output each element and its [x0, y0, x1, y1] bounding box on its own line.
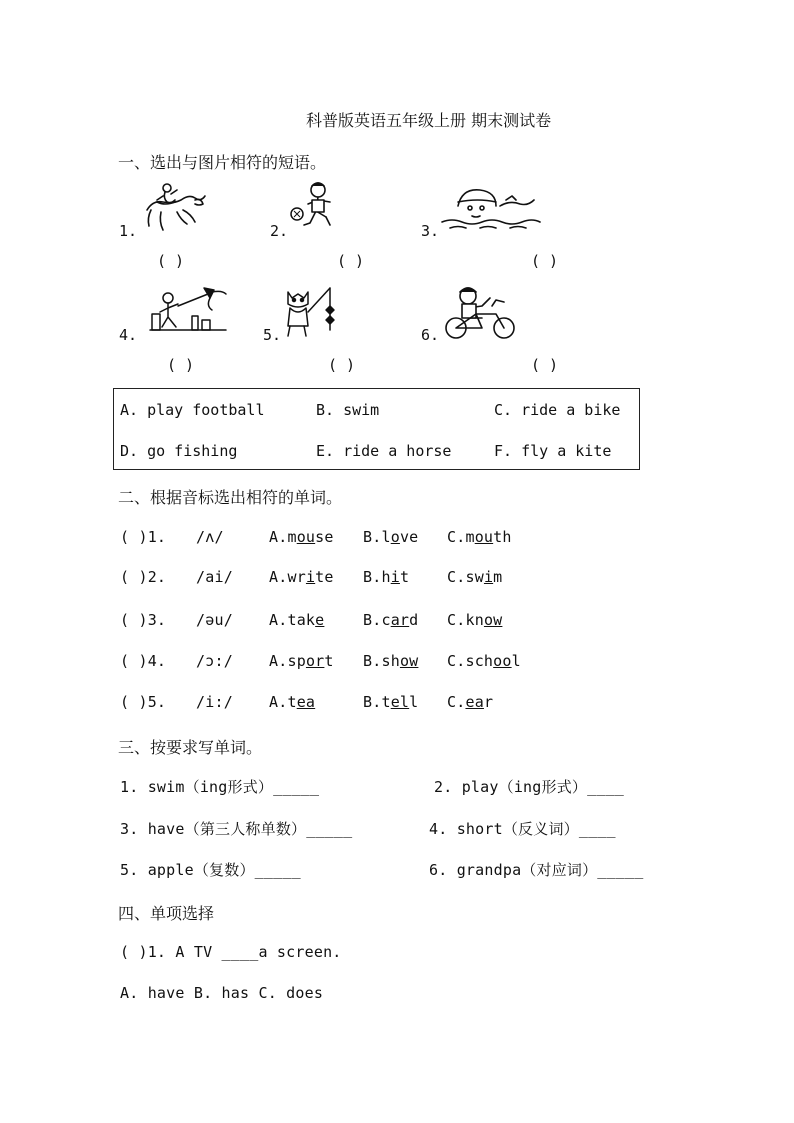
- underlined-letters: i: [483, 568, 494, 586]
- word-part: A.sp: [269, 652, 306, 670]
- phonetic-symbol: /ai/: [196, 568, 233, 586]
- write-item-1: 1. swim（ing形式）_____: [120, 778, 320, 796]
- underlined-letters: ou: [296, 528, 316, 546]
- word-part: th: [493, 528, 512, 546]
- underlined-letters: el: [390, 693, 410, 711]
- answer-blank[interactable]: ( ): [157, 252, 185, 270]
- kite-flyer-icon: [148, 284, 228, 340]
- underlined-letters: ea: [465, 693, 484, 711]
- word-part: l: [511, 652, 521, 670]
- item-number: 5.: [263, 326, 282, 344]
- underlined-letters: i: [305, 568, 316, 586]
- answer-blank[interactable]: ( ): [328, 356, 356, 374]
- word-part: B.t: [363, 693, 391, 711]
- word-part: B.h: [363, 568, 391, 586]
- underlined-letters: ow: [483, 611, 503, 629]
- word-part: t: [399, 568, 410, 586]
- word-part: B.sh: [363, 652, 400, 670]
- word-part: C.sw: [447, 568, 484, 586]
- underlined-letters: e: [315, 611, 325, 629]
- answer-blank[interactable]: ( ): [531, 252, 559, 270]
- item-number: 3.: [421, 222, 440, 240]
- phonetic-symbol: /ʌ/: [196, 528, 224, 546]
- word-option-c: [447, 528, 512, 546]
- word-part: A.wr: [269, 568, 306, 586]
- word-option-b: [363, 693, 418, 711]
- section1-heading: 一、选出与图片相符的短语。: [118, 153, 327, 172]
- underlined-letters: ea: [296, 693, 316, 711]
- word-option-c: [447, 611, 502, 629]
- word-part: C.: [447, 693, 466, 711]
- word-part: C.sch: [447, 652, 494, 670]
- cyclist-icon: [440, 284, 522, 340]
- underlined-letters: ar: [390, 611, 410, 629]
- underlined-letters: o: [390, 528, 400, 546]
- word-part: ve: [399, 528, 419, 546]
- section3-heading: 三、按要求写单词。: [118, 738, 263, 757]
- fishing-cat-icon: [282, 286, 340, 342]
- option-b: B. swim: [316, 401, 380, 419]
- write-item-6: 6. grandpa（对应词）_____: [429, 861, 644, 879]
- word-part: A.tak: [269, 611, 316, 629]
- phonetic-symbol: /ɔ:/: [196, 652, 233, 670]
- underlined-letters: ou: [474, 528, 494, 546]
- word-option-b: [363, 611, 418, 629]
- option-c: C. ride a bike: [494, 401, 621, 419]
- item-number: 1.: [119, 222, 138, 240]
- answer-blank[interactable]: ( ): [337, 252, 365, 270]
- word-part: l: [409, 693, 419, 711]
- write-item-3: 3. have（第三人称单数）_____: [120, 820, 353, 838]
- choice-question-1: ( )1. A TV ____a screen.: [120, 943, 342, 961]
- write-item-2: 2. play（ing形式）____: [434, 778, 625, 796]
- word-part: C.kn: [447, 611, 484, 629]
- word-part: C.m: [447, 528, 475, 546]
- word-option-c: [447, 568, 502, 586]
- horse-rider-icon: [137, 180, 209, 236]
- word-part: d: [409, 611, 419, 629]
- option-d: D. go fishing: [120, 442, 238, 460]
- word-option-a: [269, 568, 334, 586]
- item-number: 2.: [270, 222, 289, 240]
- word-option-c: [447, 693, 493, 711]
- football-player-icon: [288, 180, 344, 236]
- word-option-a: [269, 652, 334, 670]
- underlined-letters: or: [305, 652, 325, 670]
- answer-blank[interactable]: ( )1.: [120, 528, 167, 546]
- word-part: A.t: [269, 693, 297, 711]
- word-option-b: [363, 652, 418, 670]
- answer-blank[interactable]: ( )5.: [120, 693, 167, 711]
- answer-blank[interactable]: ( )2.: [120, 568, 167, 586]
- word-option-a: [269, 528, 334, 546]
- phonetic-symbol: /əu/: [196, 611, 233, 629]
- word-part: B.c: [363, 611, 391, 629]
- section2-heading: 二、根据音标选出相符的单词。: [118, 488, 343, 507]
- option-a: A. play football: [120, 401, 265, 419]
- item-number: 4.: [119, 326, 138, 344]
- choice-options-1: A. have B. has C. does: [120, 984, 324, 1002]
- section4-heading: 四、单项选择: [118, 904, 215, 923]
- word-part: m: [493, 568, 503, 586]
- word-part: r: [483, 693, 494, 711]
- answer-blank[interactable]: ( ): [167, 356, 195, 374]
- answer-blank[interactable]: ( )4.: [120, 652, 167, 670]
- underlined-letters: i: [390, 568, 400, 586]
- answer-blank[interactable]: ( )3.: [120, 611, 167, 629]
- phonetic-symbol: /i:/: [196, 693, 233, 711]
- write-item-5: 5. apple（复数）_____: [120, 861, 301, 879]
- word-option-c: [447, 652, 521, 670]
- swimmer-icon: [440, 184, 542, 232]
- page-title: 科普版英语五年级上册 期末测试卷: [306, 111, 552, 130]
- word-option-b: [363, 528, 418, 546]
- word-part: te: [315, 568, 334, 586]
- option-f: F. fly a kite: [494, 442, 612, 460]
- word-part: se: [315, 528, 334, 546]
- answer-blank[interactable]: ( ): [531, 356, 559, 374]
- word-part: B.l: [363, 528, 391, 546]
- option-e: E. ride a horse: [316, 442, 452, 460]
- underlined-letters: ow: [399, 652, 419, 670]
- word-option-a: [269, 611, 324, 629]
- word-part: A.m: [269, 528, 297, 546]
- item-number: 6.: [421, 326, 440, 344]
- write-item-4: 4. short（反义词）____: [429, 820, 616, 838]
- word-option-b: [363, 568, 409, 586]
- word-part: t: [324, 652, 334, 670]
- word-option-a: [269, 693, 315, 711]
- underlined-letters: oo: [493, 652, 512, 670]
